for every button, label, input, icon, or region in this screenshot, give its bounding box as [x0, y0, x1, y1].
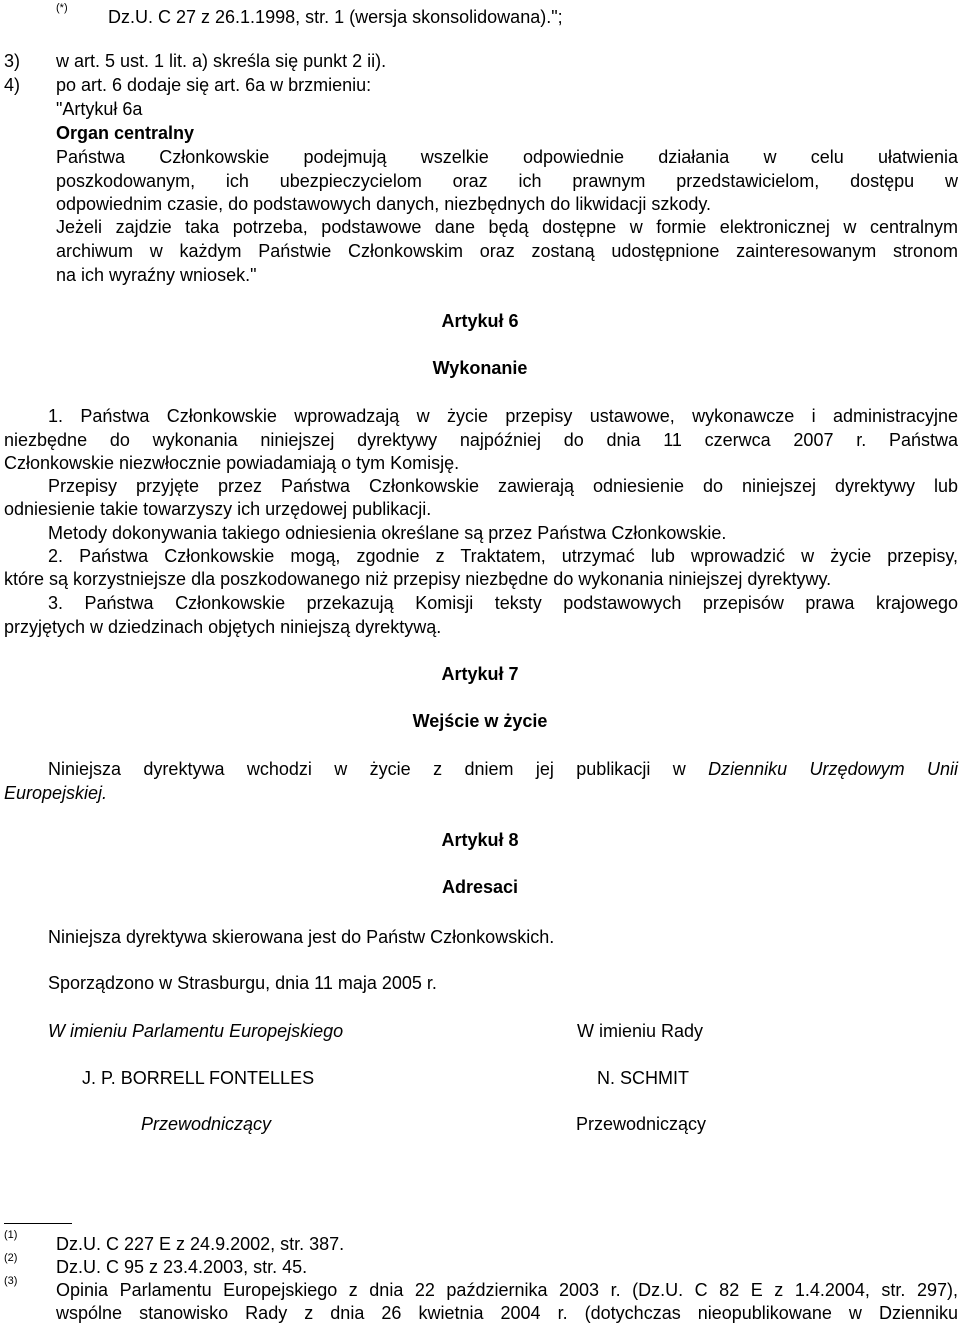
- text-run: Niniejsza dyrektywa wchodzi w życie z dniem jej publikacji w: [48, 759, 686, 779]
- quoted-article-title: "Artykuł 6a: [56, 99, 143, 119]
- article-heading: Wejście w życie: [412, 711, 548, 731]
- article-title: Artykuł 7: [441, 664, 519, 684]
- paragraph-line: 1. Państwa Członkowskie wprowadzają w życie przepisy ustawowe, wykonawcze i administracyjne: [48, 406, 958, 426]
- signatory-label-council: W imieniu Rady: [577, 1021, 704, 1041]
- paragraph-line: Niniejsza dyrektywa skierowana jest do Państw Członkowskich.: [48, 927, 555, 947]
- paragraph-line: na ich wyraźny wniosek.": [56, 265, 257, 285]
- place-date: Sporządzono w Strasburgu, dnia 11 maja 2005 r.: [48, 973, 437, 993]
- footnote-text: Dz.U. C 27 z 26.1.1998, str. 1 (wersja skonsolidowana).";: [108, 7, 563, 27]
- signatory-label-parliament: W imieniu Parlamentu Europejskiego: [48, 1021, 344, 1041]
- footnote-marker: (3): [4, 1275, 18, 1287]
- paragraph-line: niezbędne do wykonania niniejszej dyrektywy najpóźniej do dnia 11 czerwca 2007 r. Państwa: [4, 430, 958, 450]
- paragraph-line: odniesienie takie towarzyszy ich urzędowej publikacji.: [4, 499, 432, 519]
- article-heading: Wykonanie: [432, 358, 528, 378]
- paragraph-line: [48, 758, 958, 780]
- article-title: Artykuł 6: [441, 311, 519, 331]
- footnote-text: Dz.U. C 227 E z 24.9.2002, str. 387.: [56, 1234, 345, 1254]
- paragraph-line: odpowiednim czasie, do podstawowych danych, niezbędnych do likwidacji szkody.: [56, 194, 712, 214]
- footnote-marker: (*): [56, 2, 68, 14]
- paragraph-line: Jeżeli zajdzie taka potrzeba, podstawowe dane będą dostępne w formie elektronicznej w centralnym: [56, 217, 958, 237]
- footnote-text: wspólne stanowisko Rady z dnia 26 kwietnia 2004 r. (dotychczas nieopublikowane w Dzienniku: [56, 1303, 958, 1323]
- footnote-text: Dz.U. C 95 z 23.4.2003, str. 45.: [56, 1257, 308, 1277]
- signatory-name-parliament: J. P. BORRELL FONTELLES: [82, 1068, 315, 1088]
- paragraph-line: 3. Państwa Członkowskie przekazują Komisji teksty podstawowych przepisów prawa krajowego: [48, 593, 958, 613]
- signatory-role-council: Przewodniczący: [576, 1114, 707, 1134]
- item-number: 4): [4, 75, 21, 95]
- footnote-text: Opinia Parlamentu Europejskiego z dnia 22 października 2003 r. (Dz.U. C 82 E z 1.4.2004, str. 297),: [56, 1280, 958, 1300]
- paragraph-line: poszkodowanym, ich ubezpieczycielom oraz ich prawnym przedstawicielom, dostępu w: [56, 171, 958, 191]
- item-number: 3): [4, 51, 21, 71]
- footnote-marker: (2): [4, 1252, 18, 1264]
- signatory-name-council: N. SCHMIT: [597, 1068, 689, 1088]
- footnote-separator: [4, 1223, 72, 1224]
- journal-name-cont: Europejskiej.: [4, 783, 108, 803]
- footnote-marker: (1): [4, 1229, 18, 1241]
- paragraph-line: Członkowskie niezwłocznie powiadamiają o tym Komisję.: [4, 453, 460, 473]
- quoted-article-heading: Organ centralny: [56, 123, 195, 143]
- item-text: po art. 6 dodaje się art. 6a w brzmieniu:: [56, 75, 372, 95]
- item-text: w art. 5 ust. 1 lit. a) skreśla się punkt 2 ii).: [56, 51, 387, 71]
- article-title: Artykuł 8: [441, 830, 519, 850]
- paragraph-line: 2. Państwa Członkowskie mogą, zgodnie z Traktatem, utrzymać lub wprowadzić w życie przepisy,: [48, 546, 958, 566]
- paragraph-line: Metody dokonywania takiego odniesienia określane są przez Państwa Członkowskie.: [48, 523, 727, 543]
- paragraph-line: Państwa Członkowskie podejmują wszelkie odpowiednie działania w celu ułatwienia: [56, 147, 958, 167]
- journal-name: Dzienniku Urzędowym Unii: [708, 759, 958, 779]
- paragraph-line: Przepisy przyjęte przez Państwa Członkowskie zawierają odniesienie do niniejszej dyrektywy lub: [48, 476, 958, 496]
- paragraph-line: archiwum w każdym Państwie Członkowskim oraz zostaną udostępnione zainteresowanym stronom: [56, 241, 958, 261]
- paragraph-line: przyjętych w dziedzinach objętych niniejszą dyrektywą.: [4, 617, 442, 637]
- article-heading: Adresaci: [441, 877, 519, 897]
- signatory-role-parliament: Przewodniczący: [141, 1114, 272, 1134]
- paragraph-line: które są korzystniejsze dla poszkodowanego niż przepisy niezbędne do wykonania niniejszej dyrektywy.: [4, 569, 832, 589]
